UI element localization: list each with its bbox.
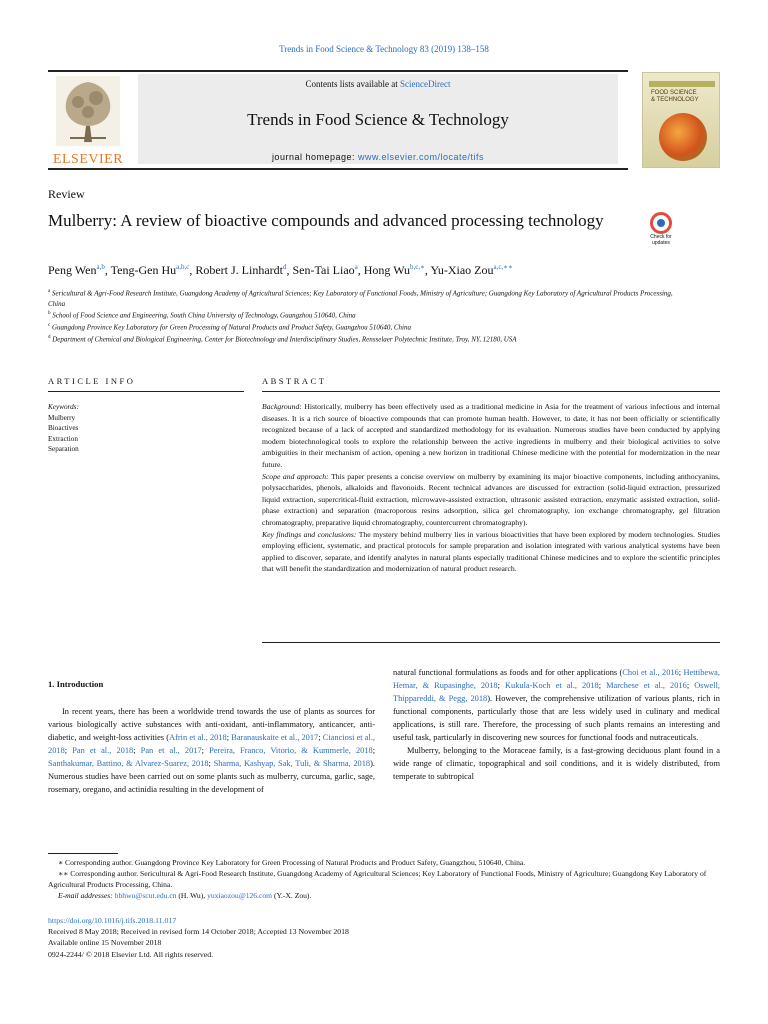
journal-cover-thumbnail[interactable] xyxy=(642,72,720,168)
citation-link[interactable]: Kukula-Koch et al., 2018 xyxy=(504,681,599,690)
affiliation: $^c$ Guangdong Province Key Laboratory for Green Processing of Natural Products and Product Safety, Guangzhou 510640, China xyxy=(48,323,411,332)
author[interactable]: Hong $Wu^{b,c,∗}$ xyxy=(363,263,425,277)
citation-link[interactable]: Hettibewa, Hemar, & Rupasinghe, 2018 xyxy=(393,668,720,690)
citation-link[interactable]: Pan et al., 2017 xyxy=(140,746,202,755)
body-paragraph: In recent years, there has been a worldwide trend towards the use of plants as sources for various biologically active substances with anti-oxidant, anti-inflammatory, anticancer, anti-diabetic, and weight-loss activities (Afrin et al., 2018; Baranauskaite et al., 2017; Cianciosi et al., 2018; Pan et al., 2018; Pan et al., 2017; Pereira, Franco, Vitorio, & Kummerle, 2018; Santhakumar, Battino, & Alvarez-Suarez, 2018; Sharma, Kashyap, Sak, Tuli, & Sharma, 2018). Numerous studies have been carried out on some plants such as mulberry, curcuma, garlic, sage, rosemary, oregano, and actinidia resulting in the development of xyxy=(48,707,376,794)
footnote: ∗∗ Corresponding author. Sericultural & Agri-Food Research Institute, Guangdong Academy of Agricultural Sciences; Key Laboratory of Functional Foods, Ministry of Agriculture; Guangdong Key Laboratory of Agricultural Products Processing, China. xyxy=(48,869,707,889)
author[interactable]: Peng Wen$^{a,b}$ xyxy=(48,263,105,277)
affiliation: $^b$ School of Food Science and Engineering, South China University of Technology, Guangzhou 510640, China xyxy=(48,311,356,320)
copyright: 0924-2244/ © 2018 Elsevier Ltd. All rights reserved. xyxy=(48,949,214,959)
footnotes xyxy=(48,857,720,901)
cover-title-line1: FOOD SCIENCE xyxy=(651,90,697,96)
journal-homepage-link[interactable]: www.elsevier.com/locate/tifs xyxy=(358,152,485,162)
article-type: Review xyxy=(48,187,85,201)
citation-link[interactable]: Pereira, Franco, Vitorio, & Kummerle, 2018 xyxy=(209,746,373,755)
author[interactable]: Robert J. Linhardt$^d$ xyxy=(195,263,287,277)
journal-homepage: journal homepage: www.elsevier.com/locate/tifs xyxy=(271,152,485,162)
abstract-bottom-rule xyxy=(262,642,720,643)
citation-link[interactable]: Marchese et al., 2016 xyxy=(606,681,687,690)
citation-link[interactable]: Oswell, Thippareddi, & Pegg, 2018 xyxy=(393,681,721,703)
citation-link[interactable]: Choi et al., 2016 xyxy=(622,668,679,677)
abstract-background: Background: Historically, mulberry has been effectively used as a traditional medicine in Asia for the treatment of various infectious and internal diseases. It is a rich source of bioactive compounds that can promote human health. However, to date, it has not been officially or scientifically recognized because of a lack of accepted and standardized methodology for its evaluation. Numerous studies have been conducted by applying modern biotechnological tools to explore the relationship between the active ingredients in mulberry and their biological activities to solve ambiguities in their mechanism of action, opening a new horizon in traditional Chinese medicine with the potential for modernization in the near future. xyxy=(262,402,720,469)
email-link[interactable]: bbhwu@scut.edu.cn xyxy=(114,891,177,900)
journal-masthead xyxy=(48,70,720,170)
body-paragraph: Mulberry, belonging to the Moraceae family, is a fast-growing deciduous plant found in a wide range of climatic, topographical and soil conditions, and it is widely distributed, from temperate to subtropical xyxy=(393,746,720,781)
citation-link[interactable]: Afrin et al., 2018 xyxy=(169,733,227,742)
elsevier-logo xyxy=(48,76,128,166)
cover-band xyxy=(649,81,715,87)
footnote: ∗ Corresponding author. Guangdong Province Key Laboratory for Green Processing of Natural Products and Product Safety, Guangzhou, 510640, China. xyxy=(58,858,526,867)
received-dates: Received 8 May 2018; Received in revised form 14 October 2018; Accepted 13 November 2018 xyxy=(48,927,349,937)
elsevier-tree-icon xyxy=(56,76,120,146)
running-head[interactable]: Trends in Food Science & Technology 83 (2019) 138–158 xyxy=(279,44,489,54)
email-link[interactable]: yuxiaozou@126.com xyxy=(207,891,273,900)
citation-link[interactable]: Cianciosi et al., 2018 xyxy=(48,733,376,755)
abstract-heading: ABSTRACT xyxy=(262,376,327,386)
keyword: Mulberry xyxy=(48,413,76,422)
body-paragraph: natural functional formulations as foods and for other applications (Choi et al., 2016; Hettibewa, Hemar, & Rupasinghe, 2018; Kukula-Koch et al., 2018; Marchese et al., 2016; Oswell, Thippareddi, & Pegg, 2018). However, the comprehensive utilization of various plants, rich in functional components, particularly those that are less widely used in culinary and medical applications, is still rare. Therefore, the processing of such plants remains an interesting and useful task, particularly in discovering new sources for functional foods and nutraceuticals. xyxy=(393,668,721,742)
author[interactable]: Teng-Gen Hu$^{a,b,c}$ xyxy=(110,263,190,277)
footnote-rule xyxy=(48,853,118,854)
section-heading: 1. Introduction xyxy=(48,679,104,689)
affiliations xyxy=(48,287,688,345)
body-column-left xyxy=(48,678,375,796)
abstract-findings: Key findings and conclusions: The mystery behind mulberry lies in various bioactivities that have been explored by modern technologies. Studies employing efficient, systematic, and practical protocols for sample preparation and isolation integrated with various analytical systems have been applied to discover, separate, and identify analytes in natural plants especially traditional Chinese medicines and to explore the scientific principles that will benefit the standardization and modernization of natural product research. xyxy=(262,529,720,574)
author[interactable]: Yu-Xiao Zou$^{a,c,∗∗}$ xyxy=(430,263,513,277)
affiliation: $^a$ Sericultural & Agri-Food Research Institute, Guangdong Academy of Agricultural Sciences; Key Laboratory of Functional Foods, Ministry of Agriculture; Guangdong Key Laboratory of Agricultural Products Processing, China xyxy=(48,289,673,308)
footnote-emails: E-mail addresses: bbhwu@scut.edu.cn (H. Wu), yuxiaozou@126.com (Y.-X. Zou). xyxy=(58,891,312,900)
masthead-center-panel xyxy=(138,74,618,164)
citation-link[interactable]: Pan et al., 2018 xyxy=(72,746,134,755)
keywords-block xyxy=(48,402,238,455)
article-info-rule xyxy=(48,391,244,392)
keyword: Extraction xyxy=(48,434,78,443)
check-for-updates-button[interactable] xyxy=(646,212,676,250)
abstract-scope: Scope and approach: This paper presents a concise overview on mulberry by examining its major bioactive components, including anthocyanins, polysaccharides, phenols, alkaloids and flavonoids. Recent technical advances are discussed for extraction (solid-liquid extraction, pressurized liquid extraction, supercritical-fluid extraction, microwave-assisted extraction, ultrasonic assisted extraction, enzymatic assisted extraction, solid-phase extraction) and separation (macroporous resins adsorption, silica gel chromatography, ion exchange chromatography, gel filtration chromatography, preparative liquid chromatography, countercurrent chromatography). xyxy=(262,471,720,527)
citation-link[interactable]: Santhakumar, Battino, & Alvarez-Suarez, 2018 xyxy=(48,759,209,768)
cover-fruit-image xyxy=(659,113,707,161)
author-list: Peng Wen$^{a,b}$, Teng-Gen Hu$^{a,b,c}$, Robert J. Linhardt$^d$, Sen-Tai Liao$^a$, Hong $Wu^{b,c,∗}$, Yu-Xiao Zou$^{a,c,∗∗}$ xyxy=(48,263,513,277)
masthead-top-rule xyxy=(48,70,628,72)
keyword: Separation xyxy=(48,445,79,454)
available-online: Available online 15 November 2018 xyxy=(48,938,162,948)
citation-link[interactable]: Baranauskaite et al., 2017 xyxy=(231,733,319,742)
masthead-bottom-rule xyxy=(48,168,628,170)
crossmark-label-2: updates xyxy=(652,240,670,246)
cover-title-line2: & TECHNOLOGY xyxy=(651,97,699,103)
affiliation: $^d$ Department of Chemical and Biological Engineering, Center for Biotechnology and Interdisciplinary Studies, Rensselaer Polytechnic Institute, Troy, NY, 12180, USA xyxy=(48,334,517,344)
abstract-rule xyxy=(262,391,720,392)
doi-link[interactable]: https://doi.org/10.1016/j.tifs.2018.11.017 xyxy=(48,916,177,925)
article-title: Mulberry: A review of bioactive compounds and advanced processing technology xyxy=(48,211,604,230)
keywords-label: Keywords: xyxy=(48,403,79,411)
journal-title: Trends in Food Science & Technology xyxy=(247,110,509,129)
contents-available: Contents lists available at ScienceDirect xyxy=(305,79,451,89)
crossmark-label-1: Check for xyxy=(650,234,672,240)
publication-info xyxy=(48,915,720,960)
body-column-right xyxy=(393,666,720,783)
elsevier-wordmark: ELSEVIER xyxy=(52,152,124,167)
crossmark-icon xyxy=(650,212,672,234)
citation-link[interactable]: Sharma, Kashyap, Sak, Tuli, & Sharma, 2018 xyxy=(213,759,371,768)
article-info-heading: ARTICLE INFO xyxy=(48,376,136,386)
abstract-body xyxy=(262,401,720,575)
sciencedirect-link[interactable]: ScienceDirect xyxy=(400,79,451,89)
author[interactable]: Sen-Tai Liao$^a$ xyxy=(292,263,358,277)
keyword: Bioactives xyxy=(48,424,79,433)
